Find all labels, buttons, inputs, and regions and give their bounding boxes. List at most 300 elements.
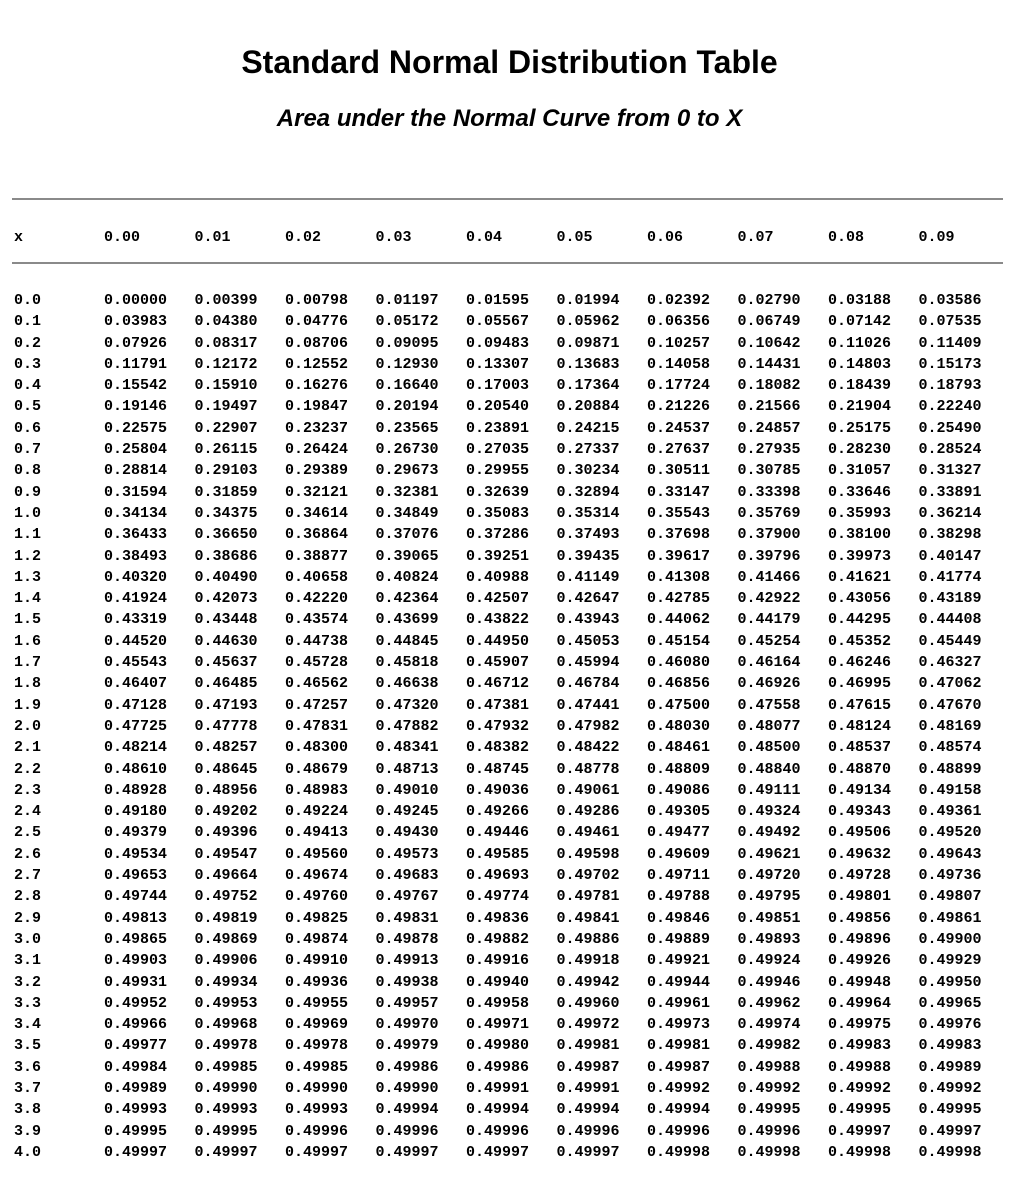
table-cell: 0.49950 [918,973,982,991]
table-cell: 0.14058 [647,355,711,373]
table-cell: 0.49996 [647,1122,711,1140]
table-cell: 0.49653 [104,867,168,885]
table-cell: 0.11791 [104,355,168,373]
table-cell: 0.39435 [556,547,620,565]
table-cell: 0.31057 [828,462,892,480]
table-cell: 0.49896 [828,930,892,948]
column-header: 0.04 [466,229,503,246]
table-cell: 0.49461 [556,824,620,842]
table-cell: 0.49998 [647,1143,711,1161]
table-cell: 0.49492 [737,824,801,842]
table-cell: 0.34614 [285,504,349,522]
table-cell: 0.39065 [375,547,439,565]
table-cell: 0.45254 [737,632,801,650]
x-column-header: x [14,229,24,246]
table-row [14,567,1009,588]
table-cell: 0.49841 [556,909,620,927]
table-cell: 0.47062 [918,675,982,693]
table-cell: 0.40320 [104,568,168,586]
table-row [14,396,1009,417]
table-cell: 0.47257 [285,696,349,714]
table-cell: 0.49900 [918,930,982,948]
table-cell: 0.49836 [466,909,530,927]
table-cell: 0.23891 [466,419,530,437]
table-cell: 0.49969 [285,1016,349,1034]
table-cell: 0.49720 [737,867,801,885]
table-cell: 0.49996 [556,1122,620,1140]
table-cell: 0.49988 [828,1058,892,1076]
table-cell: 0.01197 [375,292,439,309]
table-cell: 0.40658 [285,568,349,586]
table-cell: 0.45154 [647,632,711,650]
table-cell: 0.49997 [104,1143,168,1161]
table-cell: 0.19146 [104,398,168,416]
table-row [14,1099,1009,1120]
table-cell: 0.38877 [285,547,349,565]
table-cell: 0.47193 [194,696,258,714]
table-cell: 0.35543 [647,504,711,522]
table-cell: 0.30234 [556,462,620,480]
table-row [14,482,1009,503]
table-cell: 0.49921 [647,952,711,970]
row-x-value: 3.4 [14,1016,42,1034]
table-row [14,1057,1009,1078]
table-cell: 0.49573 [375,845,439,863]
table-cell: 0.49988 [737,1058,801,1076]
row-x-value: 3.0 [14,930,42,948]
table-cell: 0.48300 [285,739,349,757]
table-cell: 0.27035 [466,441,530,459]
table-cell: 0.49865 [104,930,168,948]
table-cell: 0.43574 [285,611,349,629]
table-cell: 0.49975 [828,1016,892,1034]
table-row [14,886,1009,907]
table-cell: 0.49324 [737,803,801,821]
table-cell: 0.49971 [466,1016,530,1034]
table-cell: 0.49534 [104,845,168,863]
table-cell: 0.49997 [285,1143,349,1161]
page-title: Standard Normal Distribution Table [241,44,778,80]
table-cell: 0.49926 [828,952,892,970]
row-x-value: 2.5 [14,824,42,842]
row-x-value: 1.9 [14,696,42,714]
table-cell: 0.49795 [737,888,801,906]
table-cell: 0.49305 [647,803,711,821]
header-bottom-rule [12,262,1003,264]
row-x-value: 0.6 [14,419,42,437]
table-cell: 0.49984 [104,1058,168,1076]
row-x-value: 1.1 [14,526,42,544]
table-cell: 0.48840 [737,760,801,778]
table-cell: 0.43822 [466,611,530,629]
table-cell: 0.40490 [194,568,258,586]
table-row [14,631,1009,652]
table-cell: 0.05172 [375,313,439,331]
table-cell: 0.48745 [466,760,530,778]
table-cell: 0.49882 [466,930,530,948]
table-cell: 0.04380 [194,313,258,331]
table-cell: 0.49958 [466,994,530,1012]
table-cell: 0.42785 [647,590,711,608]
table-cell: 0.49266 [466,803,530,821]
table-cell: 0.49953 [194,994,258,1012]
table-cell: 0.43056 [828,590,892,608]
table-cell: 0.49643 [918,845,982,863]
table-cell: 0.49997 [194,1143,258,1161]
table-cell: 0.45053 [556,632,620,650]
table-cell: 0.38100 [828,526,892,544]
table-cell: 0.48537 [828,739,892,757]
table-cell: 0.05962 [556,313,620,331]
table-cell: 0.28524 [918,441,982,459]
table-cell: 0.20540 [466,398,530,416]
table-cell: 0.49801 [828,888,892,906]
table-cell: 0.46407 [104,675,168,693]
table-cell: 0.32121 [285,483,349,501]
table-cell: 0.49995 [194,1122,258,1140]
table-cell: 0.22240 [918,398,982,416]
table-cell: 0.49752 [194,888,258,906]
row-x-value: 1.6 [14,632,42,650]
table-cell: 0.48500 [737,739,801,757]
table-cell: 0.47831 [285,717,349,735]
table-cell: 0.46995 [828,675,892,693]
table-cell: 0.26730 [375,441,439,459]
table-row [14,652,1009,673]
table-cell: 0.46080 [647,654,711,672]
table-cell: 0.30785 [737,462,801,480]
table-cell: 0.48870 [828,760,892,778]
table-cell: 0.49086 [647,781,711,799]
table-cell: 0.49788 [647,888,711,906]
table-cell: 0.17724 [647,377,711,395]
table-cell: 0.48713 [375,760,439,778]
table-cell: 0.27637 [647,441,711,459]
table-cell: 0.43448 [194,611,258,629]
table-cell: 0.37286 [466,526,530,544]
table-cell: 0.08317 [194,334,258,352]
table-cell: 0.44062 [647,611,711,629]
table-cell: 0.49981 [647,1037,711,1055]
table-cell: 0.00798 [285,292,349,309]
table-cell: 0.49973 [647,1016,711,1034]
table-cell: 0.49918 [556,952,620,970]
table-cell: 0.49991 [466,1079,530,1097]
table-cell: 0.47932 [466,717,530,735]
table-cell: 0.49977 [104,1037,168,1055]
table-cell: 0.49361 [918,803,982,821]
table-cell: 0.15910 [194,377,258,395]
table-cell: 0.48461 [647,739,711,757]
table-cell: 0.44520 [104,632,168,650]
table-cell: 0.30511 [647,462,711,480]
table-cell: 0.49986 [375,1058,439,1076]
table-cell: 0.11026 [828,334,892,352]
table-cell: 0.42364 [375,590,439,608]
table-cell: 0.45994 [556,654,620,672]
table-cell: 0.49874 [285,930,349,948]
table-cell: 0.38493 [104,547,168,565]
table-cell: 0.48899 [918,760,982,778]
table-cell: 0.06749 [737,313,801,331]
table-cell: 0.39796 [737,547,801,565]
table-cell: 0.12930 [375,355,439,373]
row-x-value: 2.7 [14,867,42,885]
table-cell: 0.23565 [375,419,439,437]
table-cell: 0.49960 [556,994,620,1012]
table-cell: 0.36214 [918,504,982,522]
row-x-value: 2.0 [14,717,42,735]
table-cell: 0.49990 [285,1079,349,1097]
table-cell: 0.49961 [647,994,711,1012]
table-cell: 0.18793 [918,377,982,395]
table-cell: 0.49693 [466,867,530,885]
table-cell: 0.42647 [556,590,620,608]
table-cell: 0.39973 [828,547,892,565]
table-cell: 0.48574 [918,739,982,757]
table-cell: 0.07535 [918,313,982,331]
table-cell: 0.02392 [647,292,711,309]
table-cell: 0.49906 [194,952,258,970]
table-row [14,439,1009,460]
table-cell: 0.36864 [285,526,349,544]
table-cell: 0.38298 [918,526,982,544]
table-cell: 0.20194 [375,398,439,416]
table-row [14,588,1009,609]
table-cell: 0.49413 [285,824,349,842]
table-cell: 0.25490 [918,419,982,437]
table-cell: 0.49989 [104,1079,168,1097]
table-cell: 0.48679 [285,760,349,778]
table-cell: 0.38686 [194,547,258,565]
table-cell: 0.03983 [104,313,168,331]
table-cell: 0.35083 [466,504,530,522]
column-header: 0.09 [918,229,955,246]
table-cell: 0.43319 [104,611,168,629]
table-cell: 0.47441 [556,696,620,714]
table-cell: 0.03586 [918,292,982,309]
table-cell: 0.48169 [918,717,982,735]
table-row [14,524,1009,545]
table-cell: 0.49010 [375,781,439,799]
table-cell: 0.00000 [104,292,168,309]
table-cell: 0.22575 [104,419,168,437]
table-cell: 0.49878 [375,930,439,948]
table-cell: 0.49997 [828,1122,892,1140]
table-cell: 0.49931 [104,973,168,991]
table-cell: 0.49477 [647,824,711,842]
row-x-value: 0.1 [14,313,42,331]
table-cell: 0.49674 [285,867,349,885]
table-cell: 0.49924 [737,952,801,970]
table-cell: 0.46784 [556,675,620,693]
table-cell: 0.43189 [918,590,982,608]
table-cell: 0.46638 [375,675,439,693]
table-cell: 0.49744 [104,888,168,906]
table-cell: 0.26115 [194,441,258,459]
table-row [14,1014,1009,1035]
table-cell: 0.48983 [285,781,349,799]
table-cell: 0.46926 [737,675,801,693]
table-cell: 0.49781 [556,888,620,906]
table-cell: 0.49957 [375,994,439,1012]
table-cell: 0.49938 [375,973,439,991]
table-cell: 0.48341 [375,739,439,757]
table-cell: 0.49711 [647,867,711,885]
table-cell: 0.49831 [375,909,439,927]
row-x-value: 1.4 [14,590,42,608]
table-cell: 0.22907 [194,419,258,437]
table-cell: 0.15173 [918,355,982,373]
table-cell: 0.11409 [918,334,982,352]
table-cell: 0.49621 [737,845,801,863]
table-cell: 0.49965 [918,994,982,1012]
table-cell: 0.49980 [466,1037,530,1055]
row-x-value: 2.4 [14,803,42,821]
table-cell: 0.47882 [375,717,439,735]
table-cell: 0.47320 [375,696,439,714]
table-row [14,673,1009,694]
table-row [14,929,1009,950]
table-row [14,546,1009,567]
table-cell: 0.46562 [285,675,349,693]
table-cell: 0.49851 [737,909,801,927]
table-cell: 0.49964 [828,994,892,1012]
page-subtitle: Area under the Normal Curve from 0 to X [276,105,743,132]
table-cell: 0.48610 [104,760,168,778]
table-cell: 0.49774 [466,888,530,906]
table-cell: 0.49910 [285,952,349,970]
table-cell: 0.49158 [918,781,982,799]
row-x-value: 3.9 [14,1122,42,1140]
table-cell: 0.29955 [466,462,530,480]
row-x-value: 2.6 [14,845,42,863]
row-x-value: 1.3 [14,568,42,586]
table-cell: 0.13683 [556,355,620,373]
table-row [14,695,1009,716]
table-row [14,290,1009,311]
table-cell: 0.49986 [466,1058,530,1076]
table-row [14,844,1009,865]
table-cell: 0.29673 [375,462,439,480]
table-cell: 0.18082 [737,377,801,395]
table-row [14,1035,1009,1056]
table-cell: 0.49990 [375,1079,439,1097]
table-cell: 0.49998 [918,1143,982,1161]
table-cell: 0.49987 [647,1058,711,1076]
table-cell: 0.49934 [194,973,258,991]
table-cell: 0.48214 [104,739,168,757]
table-cell: 0.45352 [828,632,892,650]
table-cell: 0.49180 [104,803,168,821]
table-cell: 0.08706 [285,334,349,352]
table-row [14,1142,1009,1163]
table-cell: 0.49396 [194,824,258,842]
table-cell: 0.49736 [918,867,982,885]
row-x-value: 1.8 [14,675,42,693]
row-x-value: 0.0 [14,292,42,309]
table-cell: 0.49979 [375,1037,439,1055]
table-cell: 0.44295 [828,611,892,629]
table-cell: 0.03188 [828,292,892,309]
table-cell: 0.32894 [556,483,620,501]
table-cell: 0.45728 [285,654,349,672]
table-cell: 0.40824 [375,568,439,586]
table-cell: 0.47558 [737,696,801,714]
table-cell: 0.49985 [285,1058,349,1076]
table-cell: 0.09095 [375,334,439,352]
table-cell: 0.49609 [647,845,711,863]
table-cell: 0.19847 [285,398,349,416]
table-cell: 0.49379 [104,824,168,842]
row-x-value: 0.2 [14,334,42,352]
table-cell: 0.49929 [918,952,982,970]
row-x-value: 2.9 [14,909,42,927]
table-cell: 0.16276 [285,377,349,395]
table-cell: 0.49061 [556,781,620,799]
column-header: 0.06 [647,229,684,246]
table-row [14,950,1009,971]
table-cell: 0.17003 [466,377,530,395]
table-cell: 0.41308 [647,568,711,586]
table-cell: 0.07142 [828,313,892,331]
table-cell: 0.48257 [194,739,258,757]
table-cell: 0.46856 [647,675,711,693]
table-cell: 0.49940 [466,973,530,991]
table-cell: 0.49202 [194,803,258,821]
table-cell: 0.21904 [828,398,892,416]
table-row [14,503,1009,524]
table-cell: 0.35314 [556,504,620,522]
table-cell: 0.44630 [194,632,258,650]
table-cell: 0.15542 [104,377,168,395]
table-cell: 0.42220 [285,590,349,608]
table-cell: 0.49992 [737,1079,801,1097]
table-cell: 0.49992 [647,1079,711,1097]
table-cell: 0.18439 [828,377,892,395]
table-cell: 0.27935 [737,441,801,459]
table-cell: 0.10257 [647,334,711,352]
table-cell: 0.49994 [647,1101,711,1119]
table-cell: 0.10642 [737,334,801,352]
table-cell: 0.37900 [737,526,801,544]
table-cell: 0.49996 [466,1122,530,1140]
table-cell: 0.49134 [828,781,892,799]
table-cell: 0.49819 [194,909,258,927]
table-cell: 0.49993 [194,1101,258,1119]
table-cell: 0.41621 [828,568,892,586]
table-cell: 0.42507 [466,590,530,608]
table-cell: 0.49978 [285,1037,349,1055]
row-x-value: 4.0 [14,1143,42,1161]
table-cell: 0.31859 [194,483,258,501]
table-cell: 0.34134 [104,504,168,522]
row-x-value: 0.3 [14,355,42,373]
table-cell: 0.42073 [194,590,258,608]
table-cell: 0.49520 [918,824,982,842]
table-cell: 0.49825 [285,909,349,927]
table-cell: 0.49893 [737,930,801,948]
table-cell: 0.49994 [556,1101,620,1119]
table-cell: 0.26424 [285,441,349,459]
table-cell: 0.49974 [737,1016,801,1034]
table-cell: 0.49978 [194,1037,258,1055]
table-cell: 0.49245 [375,803,439,821]
table-cell: 0.21226 [647,398,711,416]
table-cell: 0.24537 [647,419,711,437]
table-cell: 0.33398 [737,483,801,501]
table-row [14,908,1009,929]
